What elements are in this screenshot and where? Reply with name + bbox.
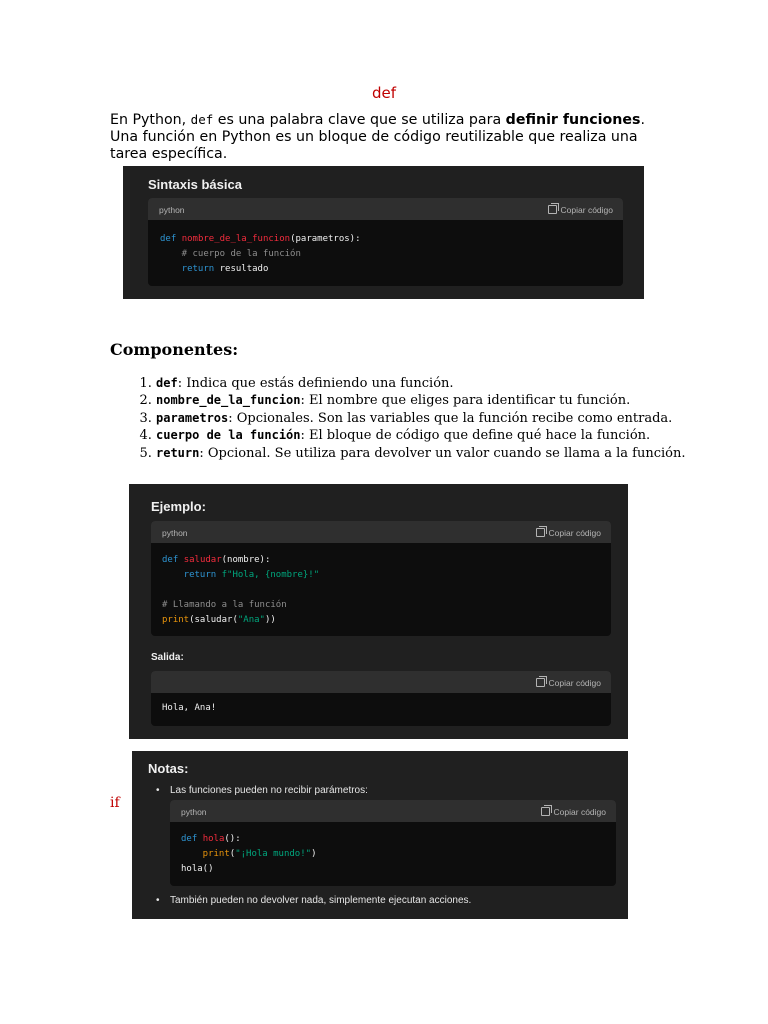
code-token: return	[162, 570, 222, 580]
code-token: # cuerpo de la función	[160, 249, 301, 259]
note-bullet: • Las funciones pueden no recibir parámetros:	[170, 785, 368, 796]
copy-icon	[536, 678, 545, 687]
output-text: Hola, Ana!	[162, 703, 217, 713]
code-header	[170, 800, 616, 822]
copy-label: Copiar código	[548, 528, 601, 538]
code-body	[181, 832, 316, 877]
code-token: return	[160, 264, 220, 274]
code-token: def	[162, 555, 184, 565]
code-token: print	[162, 615, 190, 625]
inline-code: def	[190, 112, 214, 127]
intro-paragraph	[110, 111, 670, 163]
notes-code-block	[170, 800, 616, 886]
copy-code-button[interactable]	[536, 528, 601, 538]
output-code-block	[151, 671, 611, 726]
code-header	[148, 198, 623, 220]
code-header	[151, 521, 611, 543]
component-text: : Opcional. Se utiliza para devolver un valor cuando se llama a la función.	[199, 445, 686, 461]
intro-text: En Python,	[110, 112, 191, 128]
code-language: python	[181, 807, 207, 817]
component-code: return	[156, 445, 200, 460]
code-header	[151, 671, 611, 693]
example-heading: Ejemplo:	[151, 499, 206, 514]
code-token: (saludar(	[189, 615, 238, 625]
component-text: : Opcionales. Son las variables que la función recibe como entrada.	[228, 410, 673, 426]
copy-icon	[541, 807, 550, 816]
note-bullet: • También pueden no devolver nada, simplemente ejecutan acciones.	[170, 895, 471, 906]
code-language: python	[162, 528, 188, 538]
example-screenshot	[129, 484, 628, 739]
copy-code-button[interactable]	[536, 678, 601, 688]
component-text: : Indica que estás definiendo una función.	[177, 376, 454, 391]
code-token: def	[181, 834, 203, 844]
list-item	[156, 392, 716, 409]
component-code: nombre_de_la_funcion	[156, 393, 301, 408]
copy-label: Copiar código	[553, 807, 606, 817]
side-label: if	[110, 795, 120, 811]
copy-icon	[548, 205, 557, 214]
copy-icon	[536, 528, 545, 537]
code-token: "Ana"	[237, 615, 265, 625]
code-token: )	[311, 849, 317, 859]
syntax-screenshot	[123, 166, 644, 299]
syntax-code-block	[148, 198, 623, 286]
code-token: ))	[264, 615, 276, 625]
code-token: (parametros):	[290, 234, 361, 244]
code-token: nombre_de_la_funcion	[181, 234, 291, 244]
component-text: : El nombre que eliges para identificar tu función.	[300, 393, 631, 409]
copy-label: Copiar código	[548, 678, 601, 688]
list-item	[156, 410, 716, 427]
copy-label: Copiar código	[560, 205, 613, 215]
components-heading: Componentes:	[110, 340, 239, 359]
code-token: "¡Hola mundo!"	[235, 849, 312, 859]
output-label: Salida:	[151, 652, 184, 663]
component-text: : El bloque de código que define qué hace la función.	[300, 428, 651, 444]
list-item	[156, 375, 716, 392]
component-code: parametros	[156, 410, 229, 425]
code-token: hola	[202, 834, 225, 844]
page-title: def	[371, 84, 397, 102]
intro-text: es una palabra clave que se utiliza para	[213, 112, 506, 128]
list-item	[156, 427, 716, 444]
component-code: def	[156, 376, 178, 390]
code-token: f"Hola, {nombre}!"	[221, 570, 320, 580]
code-token: # Llamando a la función	[162, 600, 287, 610]
components-list	[110, 375, 716, 462]
code-body	[162, 553, 319, 628]
notes-heading: Notas:	[148, 761, 189, 776]
intro-bold: definir funciones	[505, 112, 641, 128]
list-item	[156, 445, 716, 462]
copy-code-button[interactable]	[548, 205, 613, 215]
code-token: (	[229, 849, 236, 859]
code-language: python	[159, 205, 185, 215]
notes-screenshot	[132, 751, 628, 919]
syntax-heading: Sintaxis básica	[148, 177, 242, 192]
code-token: hola()	[181, 864, 214, 874]
code-token: print	[181, 849, 230, 859]
code-token: resultado	[219, 264, 269, 274]
intro-text: . Una función en Python es un bloque de código reutilizable que realiza una tarea específica.	[110, 112, 645, 162]
code-token: def	[160, 234, 182, 244]
code-token: (nombre):	[221, 555, 271, 565]
component-code: cuerpo de la función	[156, 428, 301, 443]
code-token: saludar	[183, 555, 222, 565]
copy-code-button[interactable]	[541, 807, 606, 817]
code-body	[160, 232, 361, 277]
code-token: ():	[224, 834, 241, 844]
example-code-block	[151, 521, 611, 636]
